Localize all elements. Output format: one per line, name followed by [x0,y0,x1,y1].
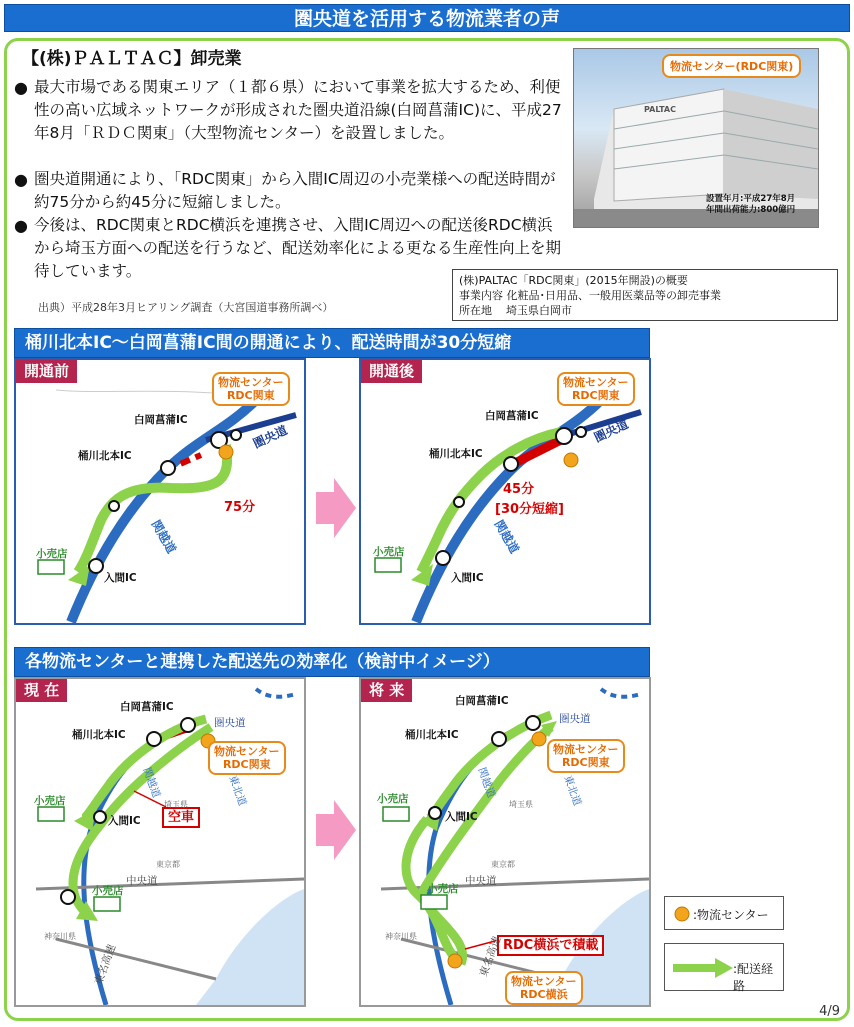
road-chuo-label: 中央道 [465,875,497,887]
road-kenodo-label: 圏央道 [559,713,591,725]
photo-label: 物流センター(RDC関東) [662,54,801,78]
tag-future: 将 来 [361,679,412,702]
bullet-dot-icon: ● [14,170,28,189]
overview-title: (株)PALTAC「RDC関東」(2015年開設)の概要 [459,274,688,287]
road-kanetsu-label: 関越道 [140,765,163,800]
rdc-kanto-label: 物流センター RDC関東 [547,739,625,773]
section2-header: 各物流センターと連携した配送先の効率化（検討中イメージ） [14,647,650,677]
pref-saitama-label: 埼玉県 [164,800,188,809]
overview-location [459,303,831,318]
arrow-right-icon [316,800,356,860]
warehouse-sign: PALTAC [644,105,676,114]
company-name: 【(株)ＰＡＬＴＡＣ】卸売業 [22,49,242,69]
arrow-right-icon [316,478,356,538]
ic-iruma-label: 入間IC [445,811,478,823]
map-now [14,677,306,1007]
road-kenodo-label: 圏央道 [214,717,246,729]
ic-iruma-label: 入間IC [108,815,141,827]
legend-center [664,896,784,930]
tag-now: 現 在 [16,679,67,702]
road-kanetsu-label: 関越道 [491,517,522,556]
section1-header: 桶川北本IC～白岡菖蒲IC間の開通により、配送時間が30分短縮 [14,328,650,358]
bullet-text-3: 今後は、RDC関東とRDC横浜を連携させ、入間IC周辺への配送後RDC横浜から埼玉方面への配送を行うなど、配送効率化による更なる生産性向上を期待しています。 [34,216,562,280]
road-kanetsu-label: 関越道 [148,517,179,556]
road-kenodo-label: 圏央道 [591,416,631,445]
road-tomei-label: 東名高速 [92,942,119,987]
photo-caption [706,194,795,216]
bullet-text-2: 圏央道開通により、「RDC関東」から入間IC周辺の小売業様への配送時間が約75分から約45分に短縮しました。 [34,170,556,211]
source-note: 出典）平成28年3月ヒアリング調査（大宮国道事務所調べ） [38,301,334,314]
photo-caption-line1: 設置年月:平成27年8月 [706,194,796,204]
overview-location-label: 所在地 [459,304,492,317]
overview-business-label: 事業内容 [459,289,503,302]
road-chuo-label: 中央道 [126,875,158,887]
pref-tokyo-label: 東京都 [491,860,515,869]
time-after: 45分 [503,482,535,497]
bullet-dot-icon: ● [14,216,28,235]
pref-kanagawa-label: 神奈川県 [44,932,76,941]
time-saved-note: [30分短縮] [495,502,564,517]
road-tomei-label: 東名高速 [477,934,504,979]
pref-kanagawa-label: 神奈川県 [385,932,417,941]
empty-truck-label: 空車 [162,807,200,828]
overview-box [452,269,838,321]
overview-business-value: 化粧品･日用品、一般用医薬品等の卸売事業 [506,289,721,302]
legend-center-label: :物流センター [693,908,769,922]
ic-okegawa-label: 桶川北本IC [405,729,459,741]
bullet-dot-icon: ● [14,78,28,97]
ic-shiraoka-label: 白岡菖蒲IC [120,701,174,713]
store-label-1: 小売店 [377,793,409,805]
ic-shiraoka-label: 白岡菖蒲IC [485,410,539,422]
store-label-1: 小売店 [34,795,66,807]
rdc-yokohama-label: 物流センター RDC横浜 [505,971,583,1005]
store-label: 小売店 [373,546,405,558]
pref-tokyo-label: 東京都 [156,860,180,869]
load-at-yokohama-label: RDC横浜で積載 [497,935,604,956]
route-arrow-icon [671,958,733,978]
page-number: 4/9 [819,1004,840,1019]
rdc-kanto-label: 物流センター RDC関東 [208,741,286,775]
overview-business [459,288,831,303]
map-future [359,677,651,1007]
photo-caption-line2: 年間出荷能力:800億円 [706,205,796,215]
ic-iruma-label: 入間IC [104,572,137,584]
road-tohoku-label: 東北道 [561,773,584,808]
bullet-text-1: 最大市場である関東エリア（１都６県）において事業を拡大するため、利便性の高い広域ネットワークが形成された圏央道沿線(白岡菖蒲IC)に、平成27年8月「ＲＤＣ関東」（大型物流センター）を設置しました。 [34,78,562,142]
time-before: 75分 [224,500,256,515]
ic-shiraoka-label: 白岡菖蒲IC [134,414,188,426]
map-after [359,358,651,625]
page-title: 圏央道を活用する物流業者の声 [4,4,850,32]
store-label-2: 小売店 [427,883,459,895]
center-dot-icon [673,905,691,923]
ic-okegawa-label: 桶川北本IC [78,450,132,462]
road-kenodo-label: 圏央道 [250,422,290,451]
tag-after: 開通後 [361,360,422,383]
store-label-2: 小売店 [92,885,124,897]
ic-iruma-label: 入間IC [451,572,484,584]
pref-saitama-label: 埼玉県 [509,800,533,809]
map-before [14,358,306,625]
store-label: 小売店 [36,548,68,560]
rdc-kanto-label: 物流センター RDC関東 [212,372,290,406]
legend-route-label: :配送経路 [733,962,774,993]
bullet-item-2 [14,168,562,214]
tag-before: 開通前 [16,360,77,383]
ic-okegawa-label: 桶川北本IC [72,729,126,741]
overview-location-value: 埼玉県白岡市 [506,304,572,317]
road-kanetsu-label: 関越道 [475,765,498,800]
road-tohoku-label: 東北道 [226,773,249,808]
legend-route [664,943,784,991]
rdc-kanto-label: 物流センター RDC関東 [557,372,635,406]
bullet-item-1 [14,76,562,145]
ic-shiraoka-label: 白岡菖蒲IC [455,695,509,707]
ic-okegawa-label: 桶川北本IC [429,448,483,460]
